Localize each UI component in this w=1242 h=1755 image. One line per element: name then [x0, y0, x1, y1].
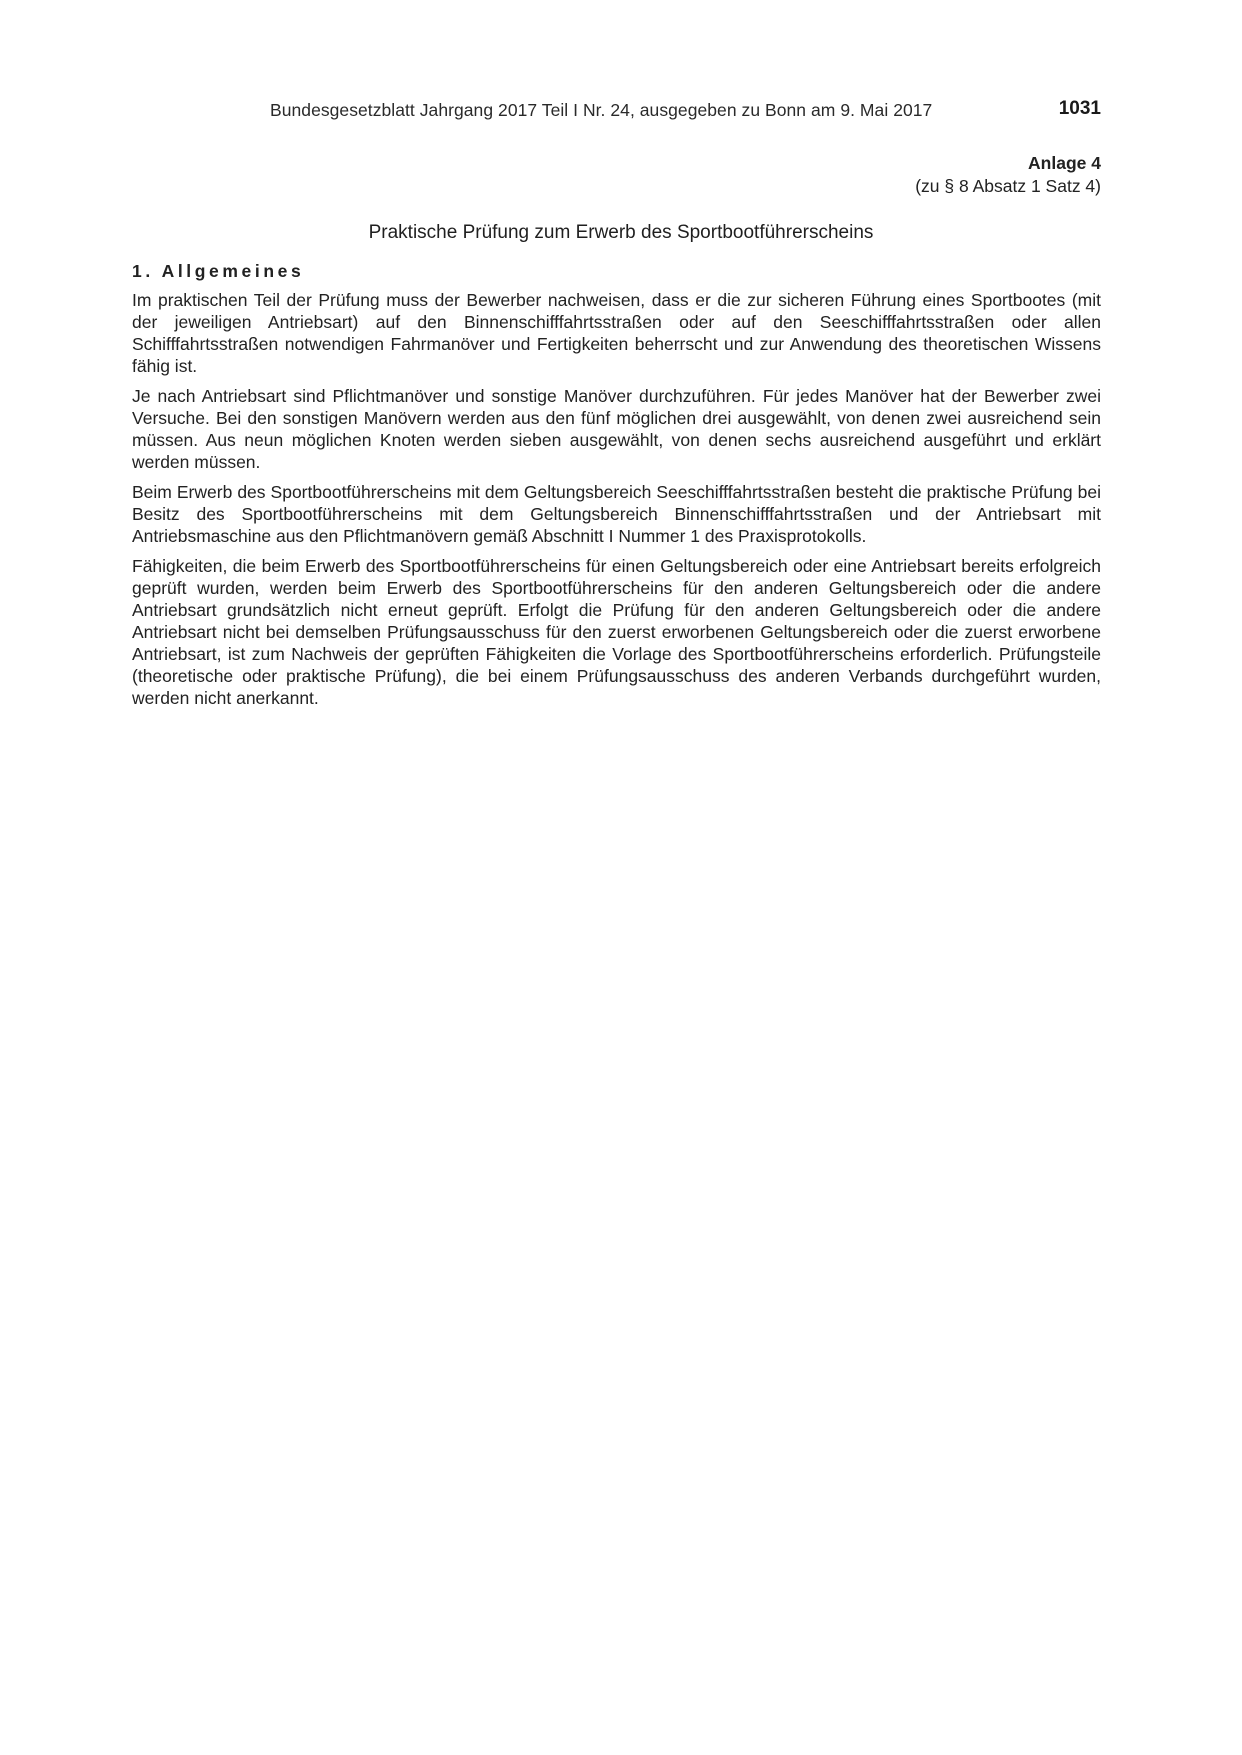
- paragraph: Im praktischen Teil der Prüfung muss der Bewerber nachweisen, dass er die zur sicheren Führung eines Sportbootes (mit der jeweiligen Antriebsart) auf den Binnenschifffahrtsstraßen oder auf den Seeschifffahrtsstraßen oder allen Schifffahrtsstraßen notwendigen Fahrmanöver und Fertigkeiten beherrscht und zur Anwendung des theoretischen Wissens fähig ist.: [132, 290, 1101, 376]
- section-heading: 1. Allgemeines: [132, 261, 305, 281]
- paragraph: Je nach Antriebsart sind Pflichtmanöver und sonstige Manöver durchzuführen. Für jedes Manöver hat der Bewerber zwei Versuche. Bei den sonstigen Manövern werden aus den fünf möglichen drei ausgewählt, von denen zwei ausreichend sein müssen. Aus neun möglichen Knoten werden sieben ausgewählt, von denen sechs ausreichend ausgeführt und erklärt werden müssen.: [132, 386, 1101, 472]
- paragraph: Beim Erwerb des Sportbootführerscheins mit dem Geltungsbereich Seeschifffahrtsstraßen besteht die praktische Prüfung bei Besitz des Sportbootführerscheins mit dem Geltungsbereich Binnenschifffahrtsstraßen und der Antriebsart mit Antriebsmaschine aus den Pflichtmanövern gemäß Abschnitt I Nummer 1 des Praxisprotokolls.: [132, 482, 1101, 546]
- annex-title: Anlage 4: [1028, 153, 1101, 173]
- annex-block: [915, 152, 1101, 198]
- paragraph: Fähigkeiten, die beim Erwerb des Sportbootführerscheins für einen Geltungsbereich oder eine Antriebsart bereits erfolgreich geprüft wurden, werden beim Erwerb des Sportbootführerscheins für den anderen Geltungsbereich oder die andere Antriebsart grundsätzlich nicht erneut geprüft. Erfolgt die Prüfung für den anderen Geltungsbereich oder die andere Antriebsart nicht bei demselben Prüfungsausschuss für den zuerst erworbenen Geltungsbereich oder die zuerst erworbene Antriebsart, ist zum Nachweis der geprüften Fähigkeiten die Vorlage des Sportbootführerscheins erforderlich. Prüfungsteile (theoretische oder praktische Prüfung), die bei einem Prüfungsausschuss des anderen Verbands durchgeführt wurden, werden nicht anerkannt.: [132, 556, 1101, 708]
- page-number: 1031: [1058, 98, 1101, 119]
- annex-reference: (zu § 8 Absatz 1 Satz 4): [915, 176, 1101, 196]
- running-header: Bundesgesetzblatt Jahrgang 2017 Teil I Nr. 24, ausgegeben zu Bonn am 9. Mai 2017: [270, 100, 933, 120]
- document-title: Praktische Prüfung zum Erwerb des Sportbootführerscheins: [368, 222, 874, 243]
- document-body: [132, 260, 1101, 717]
